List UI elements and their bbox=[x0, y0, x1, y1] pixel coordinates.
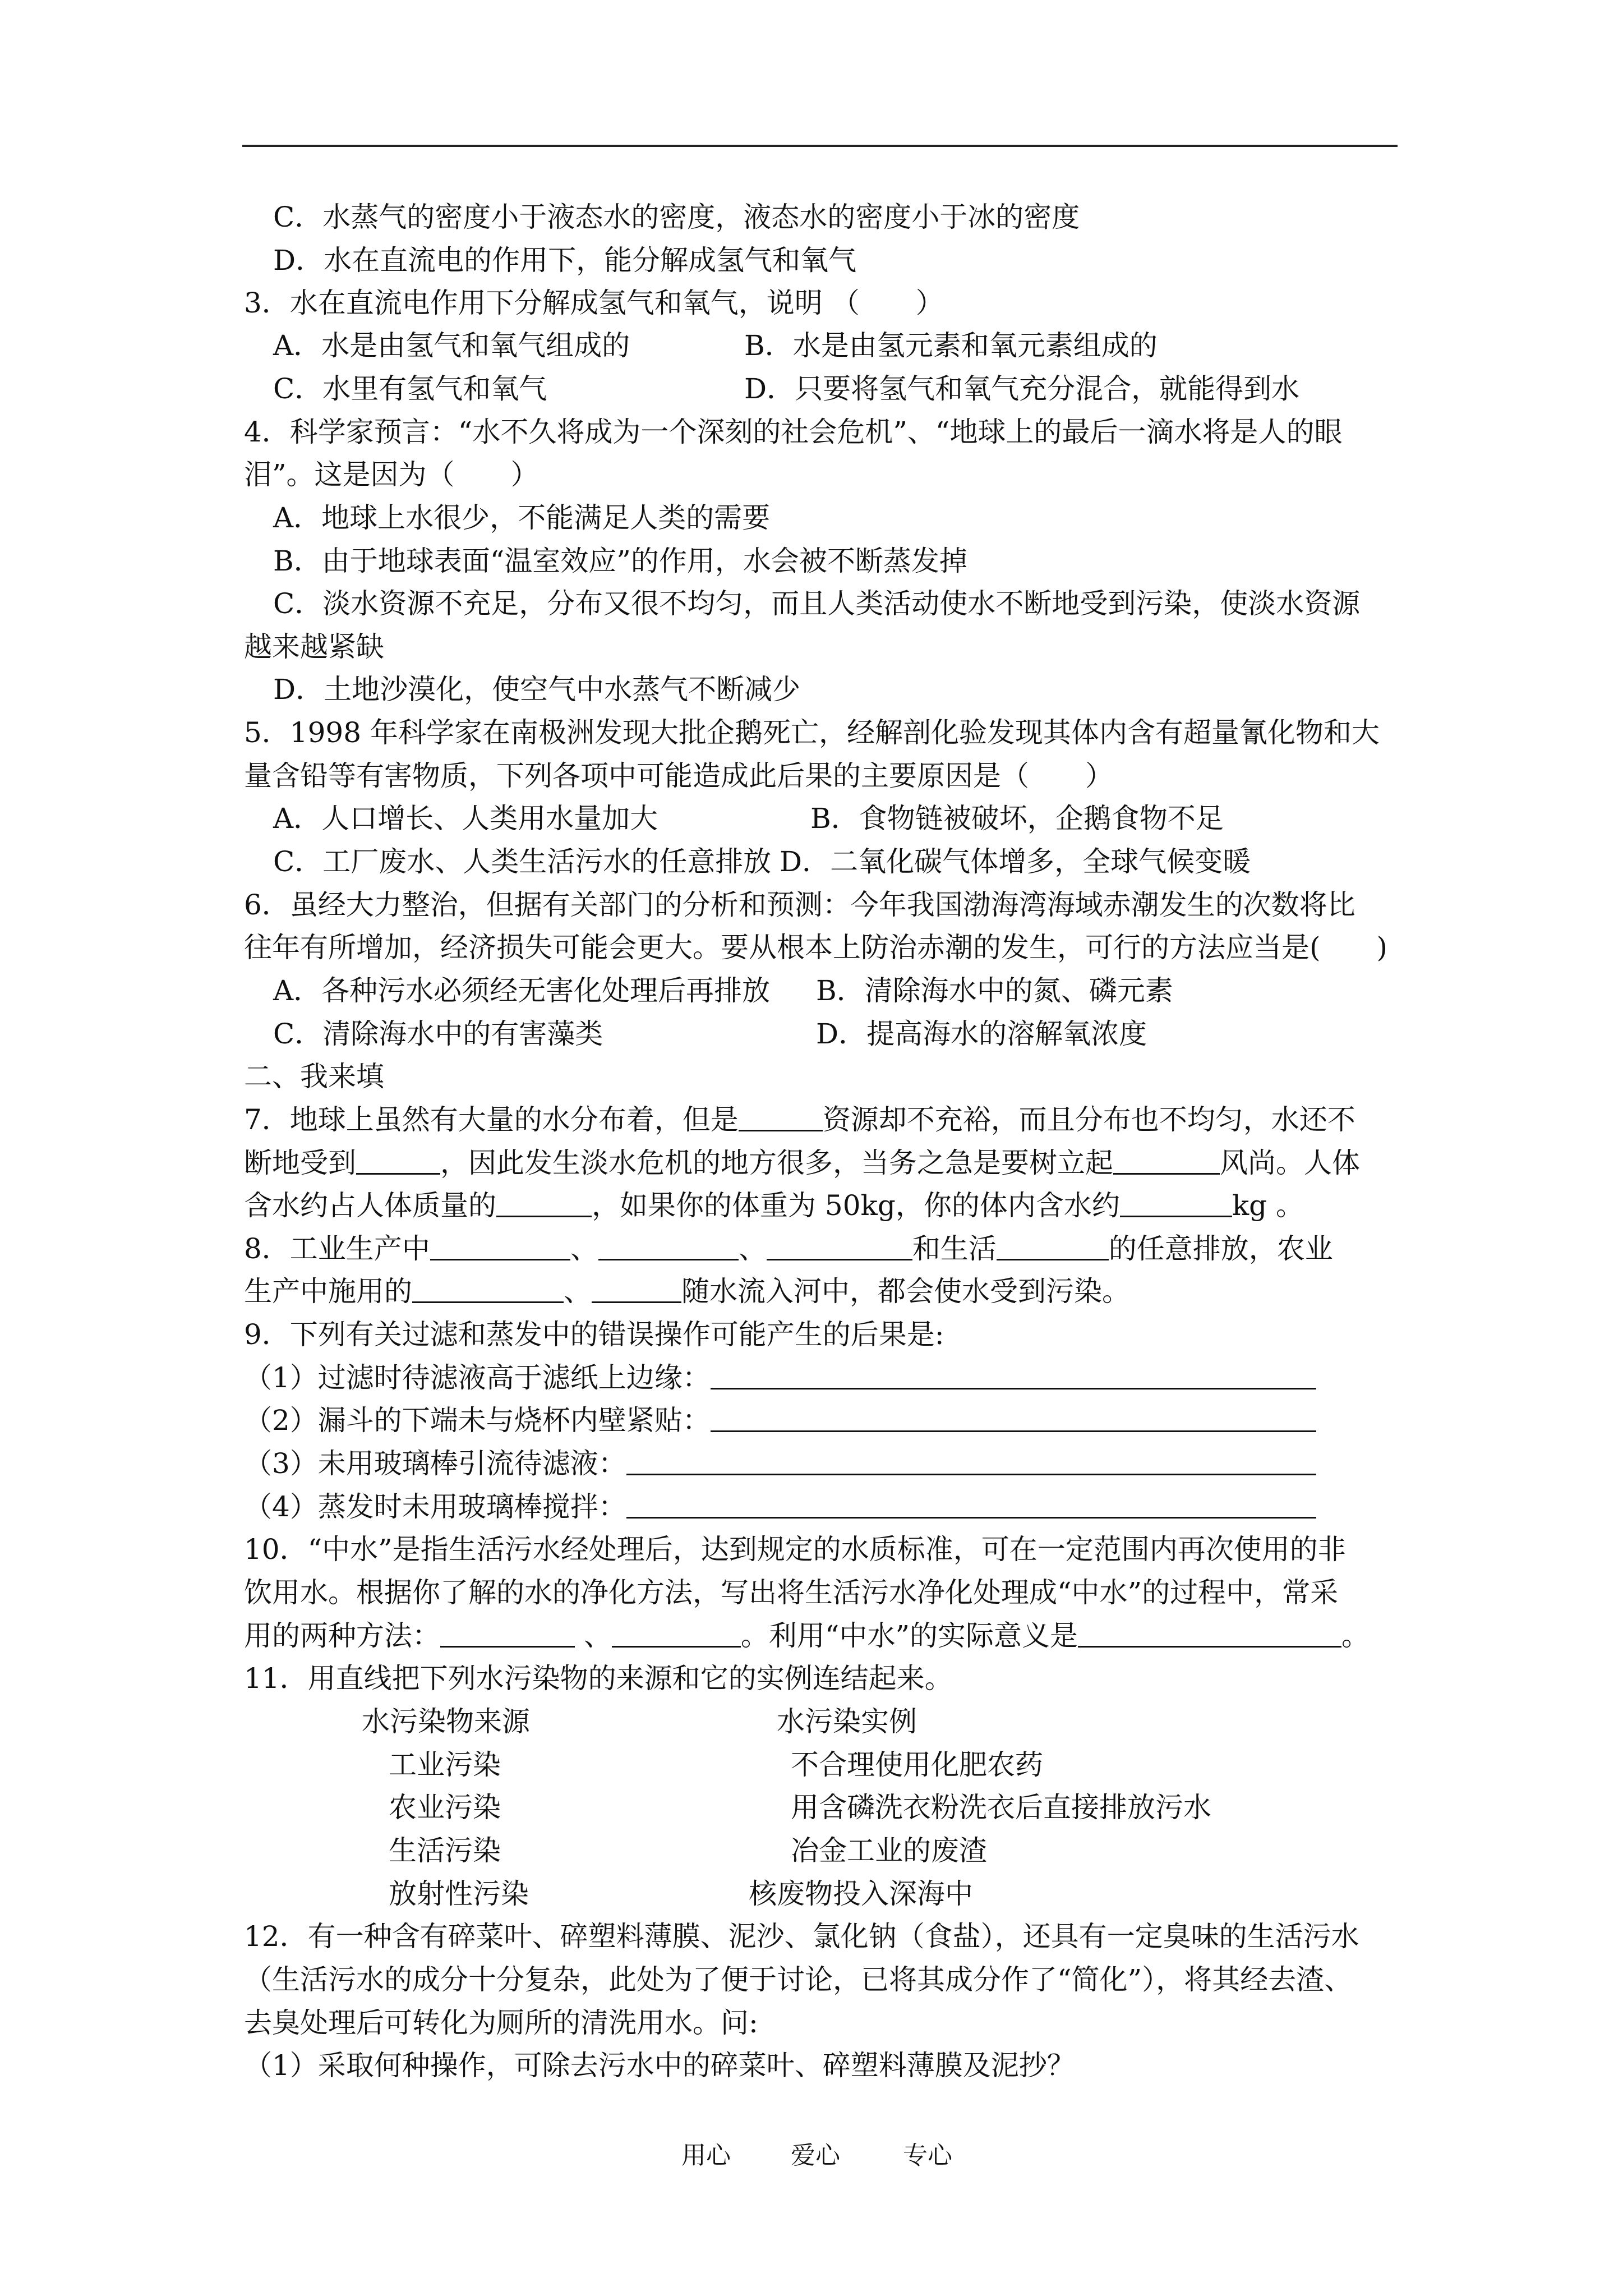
q6-option-b: B．清除海水中的氮、磷元素 bbox=[816, 974, 1173, 1007]
section-heading: 二、我来填 bbox=[244, 1060, 384, 1093]
q8-blank-4[interactable] bbox=[997, 1233, 1109, 1260]
q9-item-3 bbox=[244, 1447, 1316, 1480]
q9-item-label: （4）蒸发时未用玻璃棒搅拌： bbox=[244, 1490, 626, 1523]
q5-option-a: A．人口增长、人类用水量加大 bbox=[273, 802, 658, 835]
q8-text: 和生活 bbox=[912, 1232, 997, 1265]
q9-item-label: （1）过滤时待滤液高于滤纸上边缘： bbox=[244, 1361, 711, 1394]
q11-stem: 11．用直线把下列水污染物的来源和它的实例连结起来。 bbox=[244, 1662, 953, 1695]
q4-stem-line2: 泪”。这是因为（ ） bbox=[244, 458, 539, 491]
q7-blank-1[interactable] bbox=[739, 1104, 823, 1131]
q4-option-a: A．地球上水很少，不能满足人类的需要 bbox=[273, 501, 771, 534]
q7-blank-2[interactable] bbox=[356, 1147, 440, 1175]
q7-text: 资源却不充裕，而且分布也不均匀，水还不 bbox=[822, 1103, 1355, 1136]
q3-option-c: C．水里有氢气和氧气 bbox=[273, 372, 547, 405]
q9-answer-line-2[interactable] bbox=[711, 1405, 1316, 1432]
q7-text: 7．地球上虽然有大量的水分布着，但是 bbox=[244, 1103, 739, 1136]
q8-line2 bbox=[244, 1274, 1130, 1308]
footer-text: 爱心 bbox=[791, 2141, 840, 2170]
q3-option-b: B．水是由氢元素和氧元素组成的 bbox=[744, 329, 1158, 362]
q4-stem-line1: 4．科学家预言：“水不久将成为一个深刻的社会危机”、“地球上的最后一滴水将是人的眼 bbox=[244, 416, 1343, 448]
q7-blank-4[interactable] bbox=[496, 1190, 592, 1217]
q9-answer-line-4[interactable] bbox=[626, 1491, 1316, 1519]
q8-separator: 、 bbox=[570, 1232, 598, 1265]
q7-text: kg 。 bbox=[1232, 1189, 1304, 1222]
q7-line2 bbox=[244, 1146, 1360, 1180]
q4-option-c-line1: C．淡水资源不充足，分布又很不均匀，而且人类活动使水不断地受到污染，使淡水资源 bbox=[273, 587, 1361, 620]
q11-example-item[interactable]: 冶金工业的废渣 bbox=[791, 1834, 987, 1867]
q2-option-d: D．水在直流电的作用下，能分解成氢气和氧气 bbox=[273, 244, 857, 277]
q10-text: 。 bbox=[1341, 1619, 1370, 1652]
q5-option-c: C．工厂废水、人类生活污水的任意排放 bbox=[273, 845, 772, 878]
q11-source-item[interactable]: 生活污染 bbox=[389, 1834, 501, 1867]
q7-blank-5[interactable] bbox=[1120, 1190, 1232, 1217]
q6-option-d: D．提高海水的溶解氧浓度 bbox=[816, 1018, 1147, 1050]
q8-separator: 、 bbox=[564, 1275, 592, 1308]
q10-blank-3[interactable] bbox=[1078, 1620, 1341, 1648]
q12-line3: 去臭处理后可转化为厕所的清洗用水。问: bbox=[244, 2007, 758, 2039]
q7-text: ，因此发生淡水危机的地方很多，当务之急是要树立起 bbox=[440, 1147, 1113, 1179]
q3-option-d: D．只要将氢气和氧气充分混合，就能得到水 bbox=[744, 372, 1300, 405]
q10-blank-2[interactable] bbox=[612, 1620, 741, 1648]
q8-text: 的任意排放，农业 bbox=[1108, 1232, 1333, 1265]
header-rule bbox=[242, 145, 1398, 147]
q3-stem: 3．水在直流电作用下分解成氢气和氧气，说明 （ ） bbox=[244, 287, 944, 319]
q9-item-label: （2）漏斗的下端未与烧杯内壁紧贴： bbox=[244, 1404, 711, 1437]
q7-text: ，如果你的体重为 50kg，你的体内含水约 bbox=[592, 1189, 1120, 1222]
q11-right-header: 水污染实例 bbox=[777, 1705, 917, 1738]
q11-example-item[interactable]: 核废物投入深海中 bbox=[749, 1878, 973, 1910]
q9-item-label: （3）未用玻璃棒引流待滤液： bbox=[244, 1447, 626, 1480]
q10-text: 、 bbox=[575, 1619, 612, 1652]
q10-line2: 饮用水。根据你了解的水的净化方法，写出将生活污水净化处理成“中水”的过程中，常采 bbox=[244, 1576, 1339, 1609]
q7-line3 bbox=[244, 1189, 1304, 1222]
q8-blank-3[interactable] bbox=[767, 1233, 912, 1260]
q2-option-c: C．水蒸气的密度小于液态水的密度，液态水的密度小于冰的密度 bbox=[273, 201, 1080, 233]
q9-item-2 bbox=[244, 1404, 1316, 1437]
q5-option-b: B．食物链被破坏，企鹅食物不足 bbox=[810, 802, 1224, 835]
footer-text: 用心 bbox=[681, 2141, 731, 2170]
q4-option-c-line2: 越来越紧缺 bbox=[244, 631, 384, 663]
q4-option-b: B．由于地球表面“温室效应”的作用，水会被不断蒸发掉 bbox=[273, 545, 967, 577]
q8-blank-2[interactable] bbox=[598, 1233, 739, 1260]
q8-separator: 、 bbox=[738, 1232, 767, 1265]
q11-source-item[interactable]: 工业污染 bbox=[389, 1749, 501, 1781]
q7-text: 断地受到 bbox=[244, 1147, 356, 1179]
q7-text: 风尚。人体 bbox=[1220, 1147, 1360, 1179]
q6-option-c: C．清除海水中的有害藻类 bbox=[273, 1018, 603, 1050]
q11-source-item[interactable]: 放射性污染 bbox=[389, 1878, 529, 1910]
q3-option-a: A．水是由氢气和氧气组成的 bbox=[273, 329, 630, 362]
q10-line3 bbox=[244, 1619, 1370, 1653]
q6-stem-line1: 6．虽经大力整治，但据有关部门的分析和预测：今年我国渤海湾海域赤潮发生的次数将比 bbox=[244, 889, 1355, 921]
q11-left-header: 水污染物来源 bbox=[362, 1705, 530, 1738]
q8-blank-5[interactable] bbox=[412, 1276, 564, 1303]
q5-stem-line1: 5．1998 年科学家在南极洲发现大批企鹅死亡，经解剖化验发现其体内含有超量氰化物和大 bbox=[244, 716, 1380, 749]
q8-text: 生产中施用的 bbox=[244, 1275, 412, 1308]
q10-text: 用的两种方法： bbox=[244, 1619, 440, 1652]
q7-blank-3[interactable] bbox=[1113, 1147, 1220, 1175]
q10-text: 。利用“中水”的实际意义是 bbox=[740, 1619, 1078, 1652]
q5-option-d: D．二氧化碳气体增多，全球气候变暖 bbox=[780, 845, 1251, 878]
q12-line1: 12．有一种含有碎菜叶、碎塑料薄膜、泥沙、氯化钠（食盐），还具有一定臭味的生活污水 bbox=[244, 1920, 1359, 1953]
q9-item-1 bbox=[244, 1361, 1316, 1395]
q10-line1: 10．“中水”是指生活污水经处理后，达到规定的水质标准，可在一定范围内再次使用的非 bbox=[244, 1533, 1346, 1566]
q5-stem-line2: 量含铅等有害物质，下列各项中可能造成此后果的主要原因是（ ） bbox=[244, 760, 1113, 792]
q7-text: 含水约占人体质量的 bbox=[244, 1189, 496, 1222]
q11-example-item[interactable]: 不合理使用化肥农药 bbox=[791, 1749, 1043, 1781]
footer-text: 专心 bbox=[903, 2141, 952, 2170]
q10-blank-1[interactable] bbox=[440, 1620, 575, 1648]
q9-answer-line-1[interactable] bbox=[711, 1362, 1316, 1389]
q9-stem: 9．下列有关过滤和蒸发中的错误操作可能产生的后果是: bbox=[244, 1318, 944, 1351]
q6-option-a: A．各种污水必须经无害化处理后再排放 bbox=[273, 974, 771, 1007]
q11-example-item[interactable]: 用含磷洗衣粉洗衣后直接排放污水 bbox=[791, 1791, 1211, 1824]
q8-blank-1[interactable] bbox=[430, 1233, 570, 1260]
q8-text: 随水流入河中，都会使水受到污染。 bbox=[681, 1275, 1130, 1308]
q11-source-item[interactable]: 农业污染 bbox=[389, 1791, 501, 1824]
q8-line1 bbox=[244, 1232, 1333, 1266]
q12-line2: （生活污水的成分十分复杂，此处为了便于讨论，已将其成分作了“简化”），将其经去渣、 bbox=[244, 1963, 1353, 1996]
q8-text: 8．工业生产中 bbox=[244, 1232, 430, 1265]
q12-item-1: （1）采取何种操作，可除去污水中的碎菜叶、碎塑料薄膜及泥抄？ bbox=[244, 2049, 1075, 2082]
q9-item-4 bbox=[244, 1490, 1316, 1524]
q4-option-d: D．土地沙漠化，使空气中水蒸气不断减少 bbox=[273, 673, 801, 706]
q9-answer-line-3[interactable] bbox=[626, 1448, 1316, 1475]
q6-stem-line2: 往年有所增加，经济损失可能会更大。要从根本上防治赤潮的发生，可行的方法应当是( ) bbox=[244, 931, 1388, 964]
q8-blank-6[interactable] bbox=[592, 1276, 681, 1303]
q7-line1 bbox=[244, 1103, 1355, 1137]
